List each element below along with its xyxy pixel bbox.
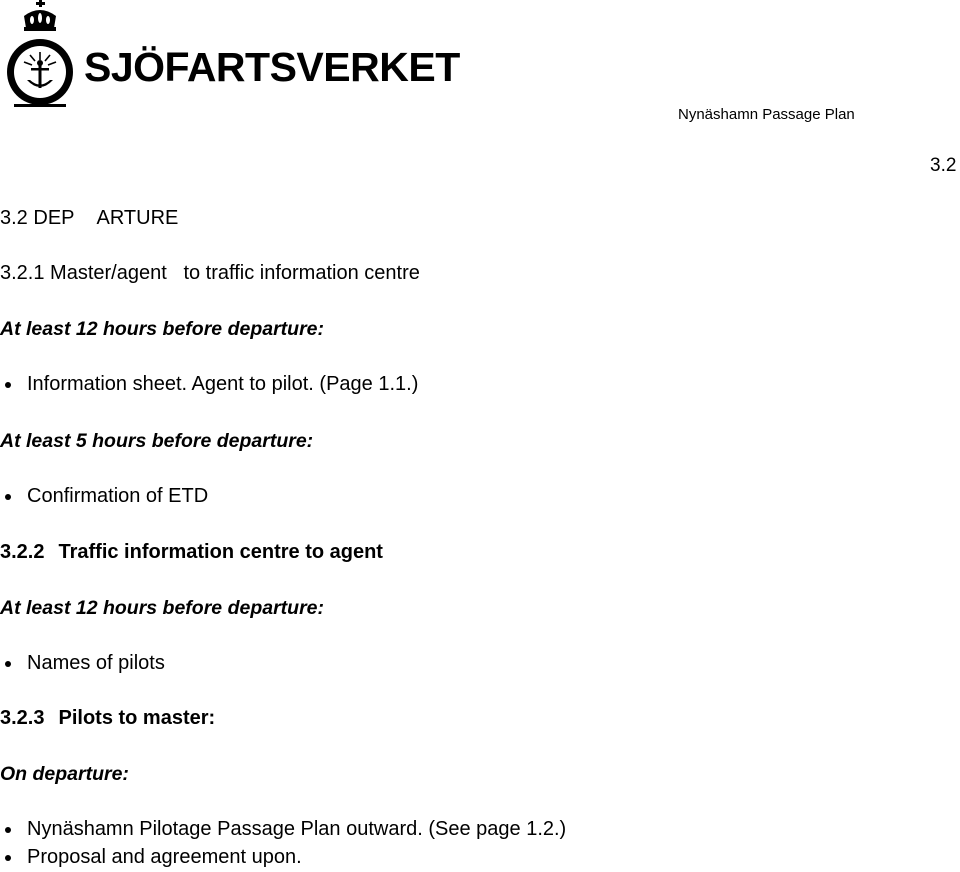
list-item: [0, 846, 302, 869]
bullet-icon: [5, 382, 11, 388]
list-item-text: Confirmation of ETD: [27, 485, 209, 507]
bullet-icon: [5, 827, 11, 833]
list-item: [0, 652, 165, 675]
subsection-heading: [0, 262, 420, 285]
condition-heading: On departure:: [0, 763, 129, 785]
bullet-icon: [5, 855, 11, 861]
subsection-heading: [0, 707, 215, 730]
section-heading: [0, 207, 178, 230]
list-item: [0, 485, 208, 508]
sjofartsverket-crown-anchor-logo: [4, 0, 76, 112]
bullet-icon: [5, 494, 11, 500]
list-item-text: Information sheet. Agent to pilot. (Page 1.1.): [27, 373, 419, 395]
list-item: [0, 373, 418, 396]
subsection-title: Master/agent to traffic information centre: [50, 262, 420, 284]
subsection-heading: [0, 541, 383, 564]
subsection-title: Pilots to master:: [58, 707, 216, 729]
condition-heading: At least 12 hours before departure:: [0, 318, 324, 340]
condition-heading: At least 5 hours before departure:: [0, 430, 314, 452]
page-number: 3.2: [930, 155, 957, 176]
list-item: [0, 818, 566, 841]
bullet-icon: [5, 661, 11, 667]
list-item-text: Proposal and agreement upon.: [27, 846, 302, 868]
subsection-title: Traffic information centre to agent: [58, 541, 383, 563]
condition-heading: At least 12 hours before departure:: [0, 597, 324, 619]
sjofartsverket-wordmark: SJÖFARTSVERKET: [84, 44, 460, 90]
section-title-part2: ARTURE: [96, 207, 179, 229]
subsection-number: 3.2.1: [0, 262, 45, 284]
list-item-text: Nynäshamn Pilotage Passage Plan outward. (See page 1.2.): [27, 818, 567, 840]
document-title: Nynäshamn Passage Plan: [678, 106, 855, 123]
subsection-number: 3.2.2: [0, 541, 45, 563]
section-title-part1: DEP: [33, 207, 75, 229]
subsection-number: 3.2.3: [0, 707, 45, 729]
list-item-text: Names of pilots: [27, 652, 165, 674]
section-number: 3.2: [0, 207, 28, 229]
